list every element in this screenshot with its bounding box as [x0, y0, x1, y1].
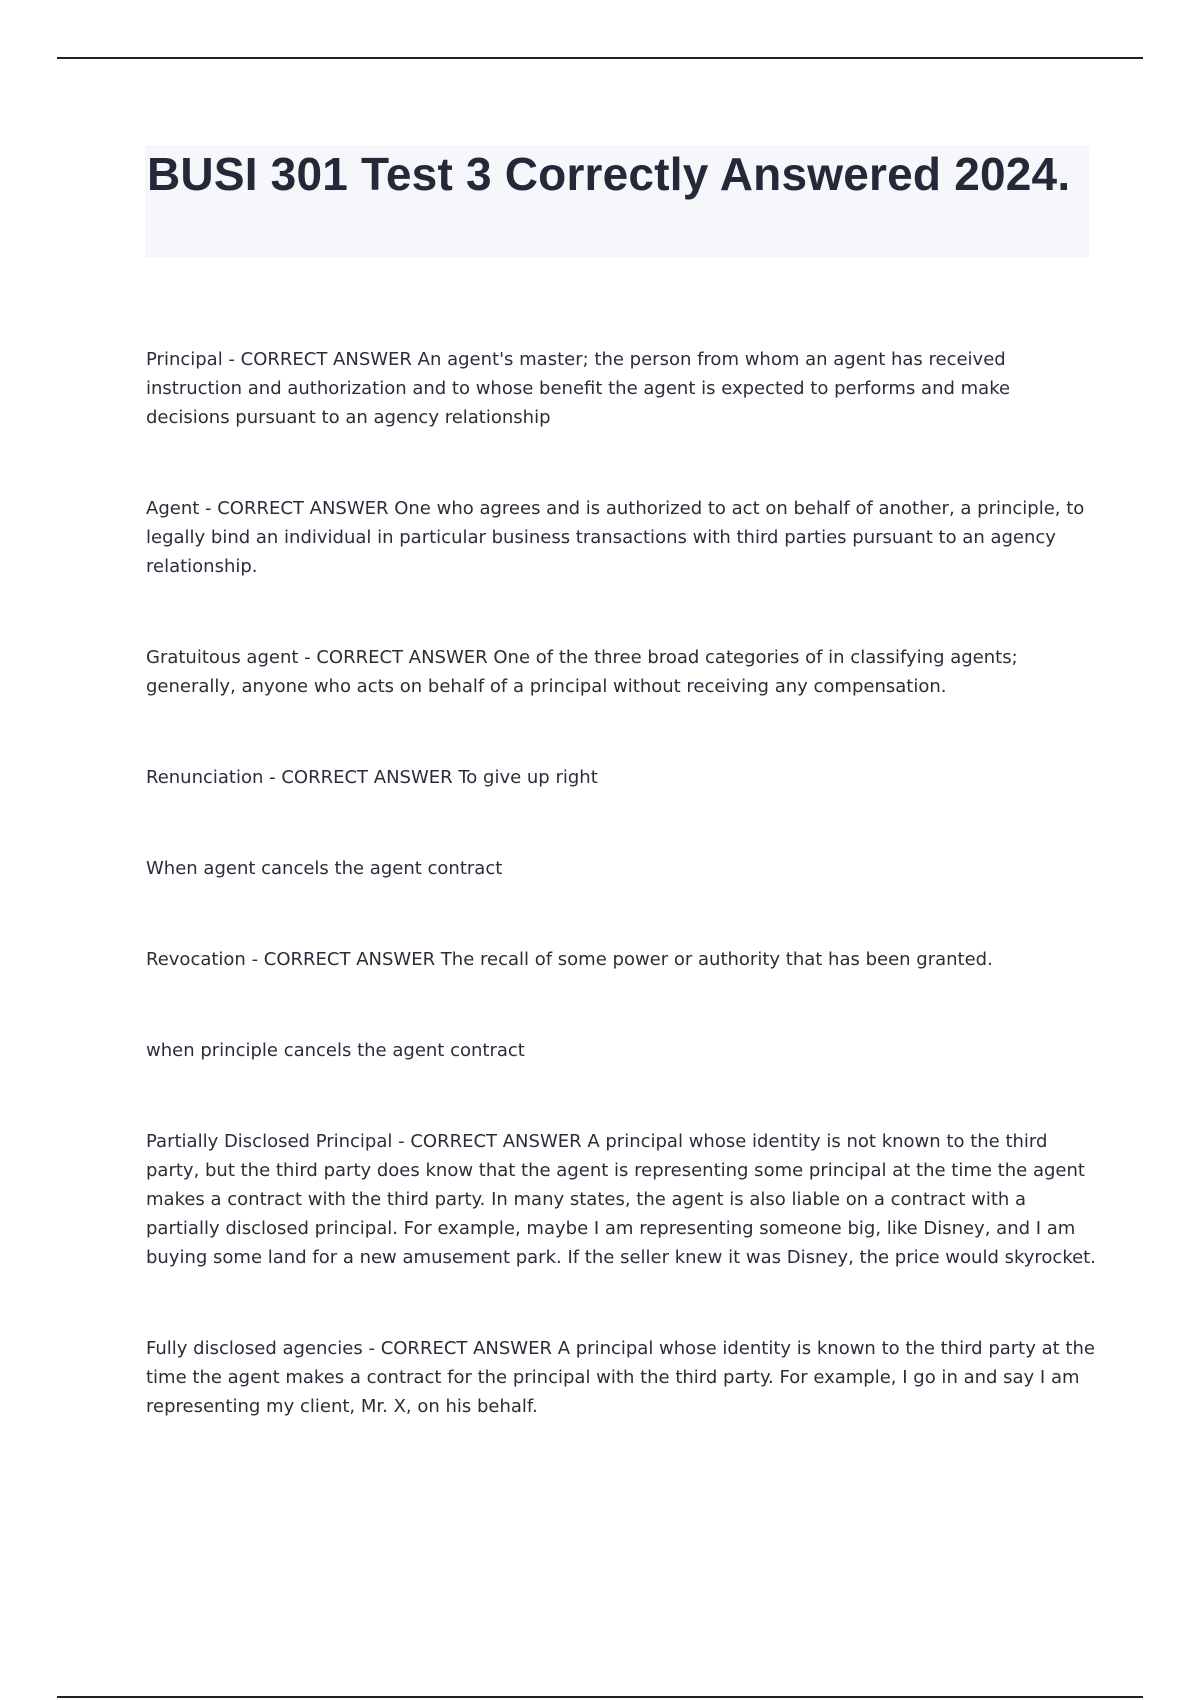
bottom-rule: [57, 1696, 1143, 1698]
qa-entry-fully-disclosed-agencies: Fully disclosed agencies - CORRECT ANSWER A principal whose identity is known to the third party at the time the agent makes a contract for the principal with the third party. For example, I go in and say I am representing my client, Mr. X, on his behalf.: [146, 1338, 1095, 1417]
qa-entry-revocation-note: when principle cancels the agent contract: [146, 1040, 525, 1061]
document-title: BUSI 301 Test 3 Correctly Answered 2024.: [147, 148, 1071, 200]
top-rule: [57, 57, 1143, 59]
qa-entry-principal: Principal - CORRECT ANSWER An agent's master; the person from whom an agent has received instruction and authorization and to whose benefit the agent is expected to performs and make decisions pursuant to an agency relationship: [146, 349, 1011, 428]
qa-entry-revocation: Revocation - CORRECT ANSWER The recall of some power or authority that has been granted.: [146, 949, 993, 970]
qa-list: [146, 345, 1096, 1483]
qa-entry-partially-disclosed-principal: Partially Disclosed Principal - CORRECT ANSWER A principal whose identity is not known to the third party, but the third party does know that the agent is representing some principal at the time the agent makes a contract with the third party. In many states, the agent is also liable on a contract with a partially disclosed principal. For example, maybe I am representing someone big, like Disney, and I am buying some land for a new amusement park. If the seller knew it was Disney, the price would skyrocket.: [146, 1131, 1096, 1268]
qa-entry-renunciation-note: When agent cancels the agent contract: [146, 858, 503, 879]
qa-entry-gratuitous-agent: Gratuitous agent - CORRECT ANSWER One of the three broad categories of in classifying agents; generally, anyone who acts on behalf of a principal without receiving any compensation.: [146, 647, 1018, 697]
qa-entry-renunciation: Renunciation - CORRECT ANSWER To give up right: [146, 767, 598, 788]
qa-entry-agent: Agent - CORRECT ANSWER One who agrees and is authorized to act on behalf of another, a principle, to legally bind an individual in particular business transactions with third parties pursuant to an agency relationship.: [146, 498, 1085, 577]
